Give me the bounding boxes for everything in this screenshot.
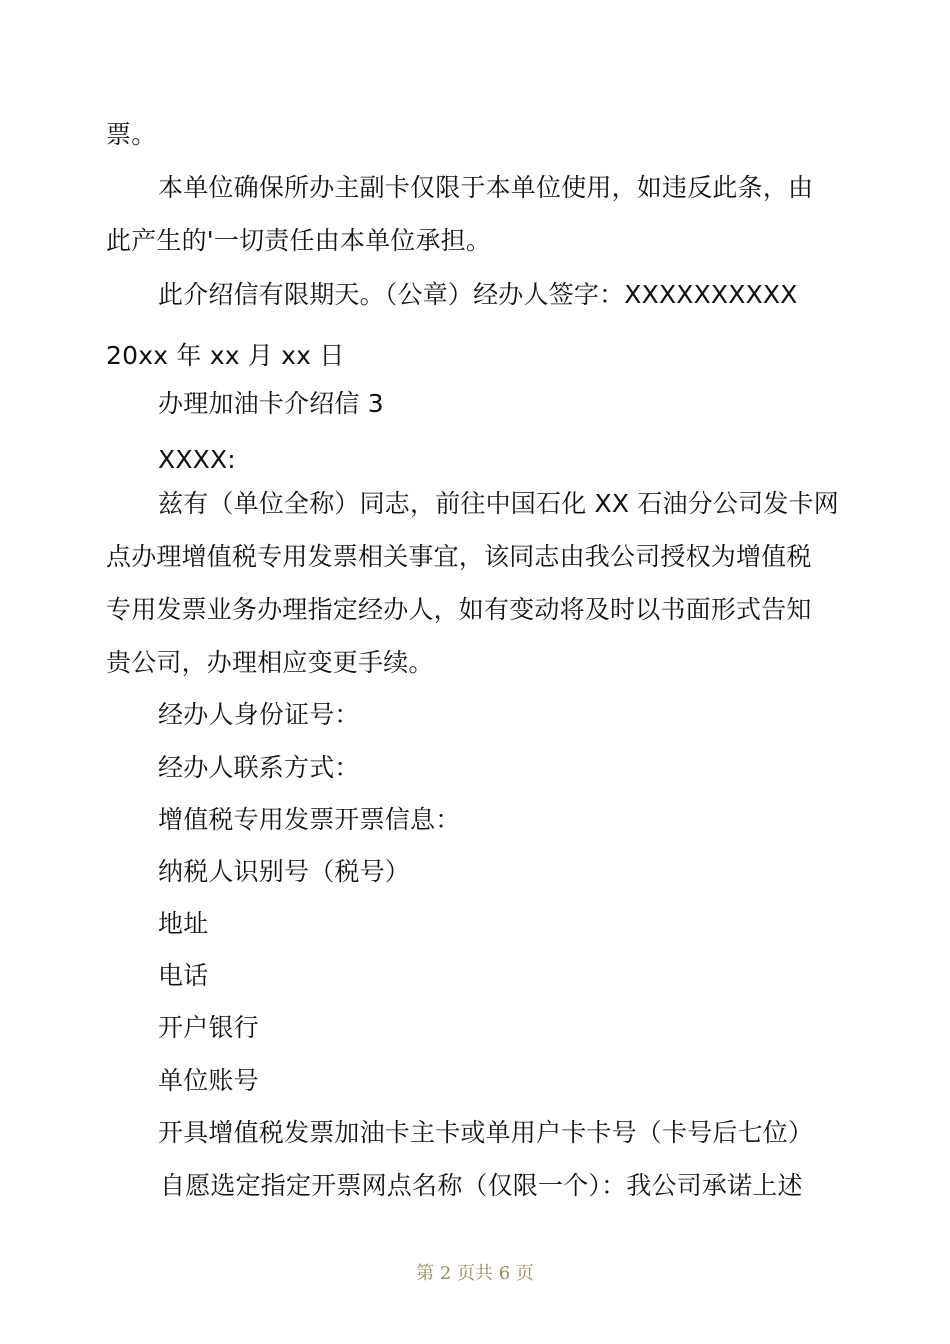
form-field-label: 地址 bbox=[158, 909, 209, 938]
page-number-footer: 第 2 页共 6 页 bbox=[416, 1263, 534, 1284]
section-title: 办理加油卡介绍信 3 bbox=[158, 389, 384, 418]
form-field-label: 开具增值税发票加油卡主卡或单用户卡卡号（卡号后七位） bbox=[158, 1118, 814, 1147]
text-line: 贵公司，办理相应变更手续。 bbox=[106, 648, 434, 677]
form-field-label: 经办人身份证号： bbox=[158, 700, 360, 729]
addressee-line: XXXX: bbox=[158, 445, 236, 474]
text-line: 点办理增值税专用发票相关事宜，该同志由我公司授权为增值税 bbox=[106, 542, 812, 571]
text-line: 专用发票业务办理指定经办人，如有变动将及时以书面形式告知 bbox=[106, 595, 812, 624]
form-field-label: 开户银行 bbox=[158, 1013, 259, 1042]
text-line: 票。 bbox=[106, 120, 157, 149]
text-line: 本单位确保所办主副卡仅限于本单位使用，如违反此条，由 bbox=[158, 173, 814, 202]
form-field-label: 经办人联系方式： bbox=[158, 753, 360, 782]
text-line: 此产生的'一切责任由本单位承担。 bbox=[106, 226, 492, 255]
date-line: 20xx 年 xx 月 xx 日 bbox=[106, 341, 345, 370]
form-field-label: 电话 bbox=[158, 961, 209, 990]
form-field-label: 增值税专用发票开票信息： bbox=[158, 805, 461, 834]
text-line: 此介绍信有限期天。（公章）经办人签字：XXXXXXXXXX bbox=[158, 280, 798, 309]
text-line: 自愿选定指定开票网点名称（仅限一个）：我公司承诺上述 bbox=[160, 1171, 803, 1200]
form-field-label: 纳税人识别号（税号） bbox=[158, 857, 411, 886]
form-field-label: 单位账号 bbox=[158, 1066, 259, 1095]
text-line: 兹有（单位全称）同志，前往中国石化 XX 石油分公司发卡网 bbox=[158, 489, 839, 518]
